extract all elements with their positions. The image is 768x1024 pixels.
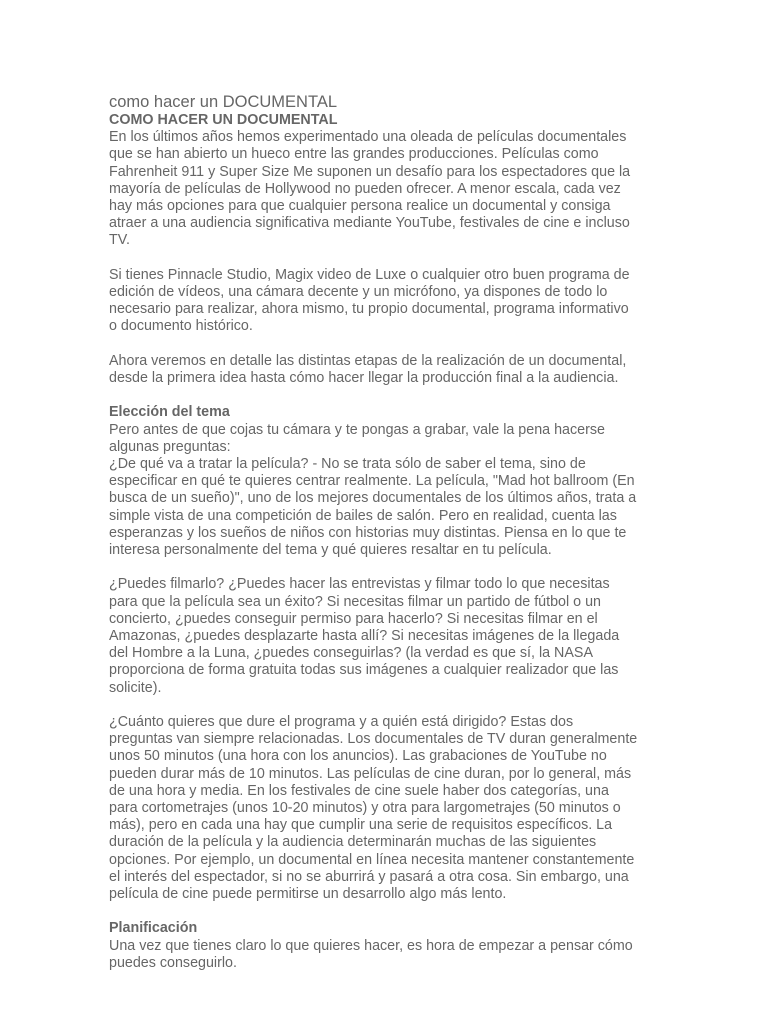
text-line: interesa personalmente del tema y qué quieres resaltar en tu película. — [109, 542, 552, 559]
text-line: opciones. Por ejemplo, un documental en línea necesita mantener constantemente — [109, 851, 635, 868]
intro-paragraph — [109, 129, 669, 249]
text-line: Ahora veremos en detalle las distintas etapas de la realización de un documental, — [109, 352, 627, 369]
text-line: busca de un sueño)", uno de los mejores documentales de los últimos años, trata a — [109, 490, 637, 507]
paragraph-spacer — [109, 250, 669, 267]
document-body — [109, 92, 669, 972]
text-line: más), pero en cada una hay que cumplir una serie de requisitos específicos. La — [109, 817, 613, 834]
text-line: edición de vídeos, una cámara decente y un micrófono, ya dispones de todo lo — [109, 284, 608, 301]
paragraph-spacer — [109, 559, 669, 576]
text-line: desde la primera idea hasta cómo hacer llegar la producción final a la audiencia. — [109, 370, 619, 387]
document-title: como hacer un DOCUMENTAL — [109, 93, 338, 111]
text-line: TV. — [109, 232, 130, 249]
text-line: que se han abierto un hueco entre las grandes producciones. Películas como — [109, 146, 599, 163]
text-line: hay más opciones para que cualquier persona realice un documental y consiga — [109, 198, 611, 215]
text-line: o documento histórico. — [109, 318, 253, 335]
paragraph-spacer — [109, 903, 669, 920]
text-line: atraer a una audiencia significativa mediante YouTube, festivales de cine e incluso — [109, 215, 630, 232]
text-line: solicite). — [109, 679, 162, 696]
text-line: Amazonas, ¿puedes desplazarte hasta allí? Si necesitas imágenes de la llegada — [109, 628, 620, 645]
text-line: simple vista de una competición de bailes de salón. Pero en realidad, cuenta las — [109, 507, 617, 524]
text-line: duración de la película y la audiencia determinarán muchas de las siguientes — [109, 834, 597, 851]
text-line: preguntas van siempre relacionadas. Los documentales de TV duran generalmente — [109, 731, 638, 748]
duration-paragraph — [109, 714, 669, 903]
text-line: puedes conseguirlo. — [109, 954, 237, 971]
text-line: película de cine puede permitirse un desarrollo algo más lento. — [109, 886, 507, 903]
section-heading-planning: Planificación — [109, 920, 198, 937]
text-line: ¿Puedes filmarlo? ¿Puedes hacer las entrevistas y filmar todo lo que necesitas — [109, 576, 610, 593]
paragraph-spacer — [109, 387, 669, 404]
topic-paragraph — [109, 422, 669, 560]
filming-paragraph — [109, 576, 669, 696]
text-line: Pero antes de que cojas tu cámara y te pongas a grabar, vale la pena hacerse — [109, 421, 605, 438]
text-line: Si tienes Pinnacle Studio, Magix video de Luxe o cualquier otro buen programa de — [109, 266, 630, 283]
text-line: para que la película sea un éxito? Si necesitas filmar un partido de fútbol o un — [109, 593, 601, 610]
text-line: para cortometrajes (unos 10-20 minutos) y otra para largometrajes (50 minutos o — [109, 800, 621, 817]
text-line: el interés del espectador, si no se aburrirá y pasará a otra cosa. Sin embargo, una — [109, 868, 629, 885]
text-line: esperanzas y los sueños de niños con historias muy distintas. Piensa en lo que te — [109, 524, 627, 541]
paragraph-spacer — [109, 336, 669, 353]
text-line: especificar en qué te quieres centrar realmente. La película, "Mad hot ballroom (En — [109, 473, 635, 490]
text-line: Fahrenheit 911 y Super Size Me suponen un desafío para los espectadores que la — [109, 163, 631, 180]
document-heading: COMO HACER UN DOCUMENTAL — [109, 112, 338, 128]
text-line: Una vez que tienes claro lo que quieres hacer, es hora de empezar a pensar cómo — [109, 937, 633, 954]
text-line: mayoría de películas de Hollywood no pueden ofrecer. A menor escala, cada vez — [109, 180, 621, 197]
text-line: algunas preguntas: — [109, 438, 231, 455]
paragraph-spacer — [109, 697, 669, 714]
text-line: ¿De qué va a tratar la película? - No se trata sólo de saber el tema, sino de — [109, 456, 586, 473]
text-line: pueden durar más de 10 minutos. Las películas de cine duran, por lo general, más — [109, 765, 632, 782]
text-line: proporciona de forma gratuita todas sus imágenes a cualquier realizador que las — [109, 662, 619, 679]
text-line: ¿Cuánto quieres que dure el programa y a quién está dirigido? Estas dos — [109, 714, 574, 731]
text-line: unos 50 minutos (una hora con los anuncios). Las grabaciones de YouTube no — [109, 748, 607, 765]
software-paragraph — [109, 267, 669, 336]
text-line: de una hora y media. En los festivales de cine suele haber dos categorías, una — [109, 782, 609, 799]
stages-paragraph — [109, 353, 669, 387]
text-line: del Hombre a la Luna, ¿puedes conseguirlas? (la verdad es que sí, la NASA — [109, 645, 593, 662]
section-heading-topic: Elección del tema — [109, 404, 230, 421]
planning-paragraph — [109, 938, 669, 972]
text-line: En los últimos años hemos experimentado una oleada de películas documentales — [109, 129, 627, 146]
text-line: concierto, ¿puedes conseguir permiso para hacerlo? Si necesitas filmar en el — [109, 610, 598, 627]
text-line: necesario para realizar, ahora mismo, tu propio documental, programa informativo — [109, 301, 629, 318]
